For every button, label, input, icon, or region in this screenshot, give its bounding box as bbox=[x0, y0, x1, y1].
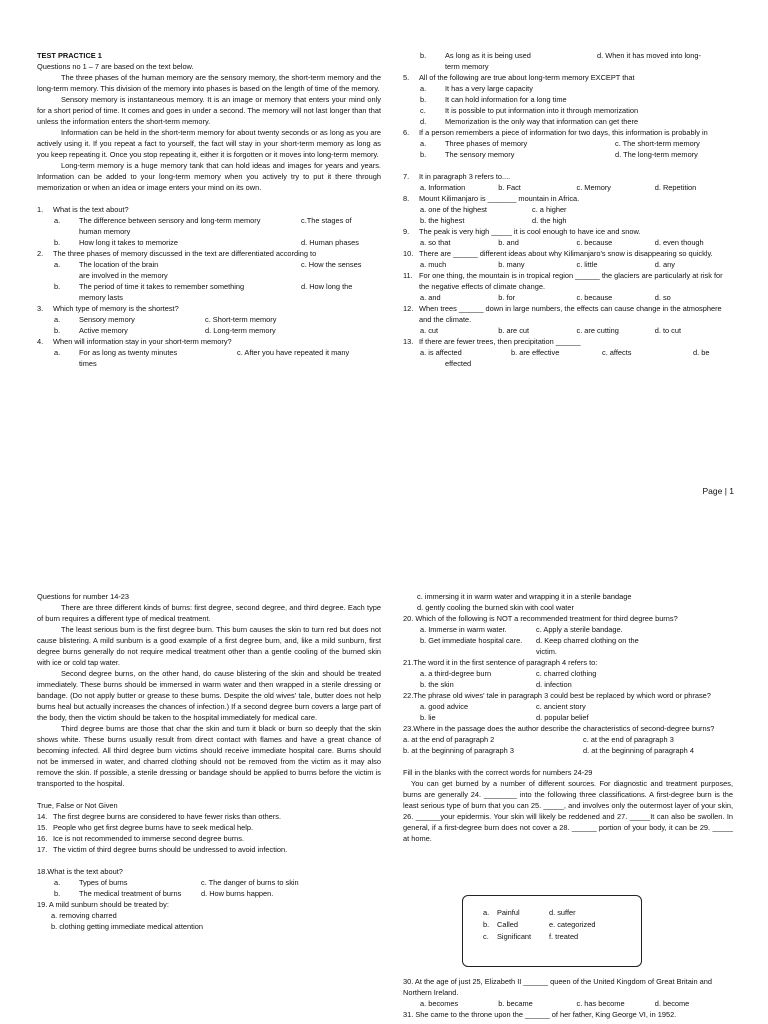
page-number: Page | 1 bbox=[702, 486, 734, 496]
option-row[interactable]: b. at the beginning of paragraph 3 d. at the beginning of paragraph 4 bbox=[403, 746, 694, 755]
option-row[interactable]: b. How long it takes to memorize d. Human phases bbox=[54, 238, 359, 247]
tf-question[interactable]: 16. Ice is not recommended to immerse second degree burns. bbox=[37, 834, 245, 843]
option-row[interactable]: b. The period of time it takes to remember something d. How long the bbox=[54, 282, 353, 291]
option-row[interactable]: b. Get immediate hospital care. d. Keep charred clothing on the bbox=[420, 636, 639, 645]
question-8: 8. Mount Kilimanjaro is _______ mountain in Africa. bbox=[403, 194, 580, 203]
option-row[interactable]: a. and b. for c. because d. so bbox=[420, 293, 671, 302]
passage-paragraph: Long-term memory is a huge memory tank that can hold ideas and images for years and years. Information can be added to your long-term memory when you actively try to put it there through memorization or when an idea or image enters your mind on its own. bbox=[37, 161, 381, 192]
question-22: 22.The phrase old wives' tale in paragraph 3 could best be replaced by which word or phrase? bbox=[403, 691, 711, 700]
fill-passage: You can get burned by a number of different sources. For diagnostic and treatment purposes, burns are generally 24. ________ into the following three classifications. A first-degree burn is the least serious type of burn that you can 25. _____, and involves only the outermost layer of your skin, 26. ______your epidermis. Your skin will likely be reddened and 27. _____It can also be swollen. In general, if a first-degree burn does not cover a 28. ______ portion of your body, it can be 29. _____ at home. bbox=[403, 779, 733, 843]
question-21: 21.The word it in the first sentence of paragraph 4 refers to: bbox=[403, 658, 598, 667]
option-row[interactable]: d. gently cooling the burned skin with cool water bbox=[417, 603, 574, 612]
passage-paragraph: Second degree burns, on the other hand, do cause blistering of the skin and should be treated immediately. These burns should be immersed in warm water and then wrapped in a sterile dressing or bandage. (Do not apply butter or grease to these burns. Despite the old wives' tale, butter does not help burns heal but actually increases the chances of infection.) If a second degree burn covers a large part of the body, then the victim should be taken to the hospital immediately for medical care. bbox=[37, 669, 381, 722]
option-row[interactable]: d. Memorization is the only way that information can get there bbox=[420, 117, 639, 126]
page1-right-column: b. As long as it is being used d. When it has moved into long- term memory 5. All of the following are true about long-term memory EXCEPT that a. It has a very large capacity b. It can hold information for a long time c. It is possible to put information into it through memorization d. Memorization is the only way that information can get there 6. If a person remembers a piece of information for two days, this information is probably in a. Three phases of memory c. The short-term memory b. The sensory memory d. The long-term memory 7. It in paragraph 3 refers to.... a. Information b. Fact c. Memory d. Repetition 8. Mount Kilimanjaro is _______ mountain in Africa. a. one of the highest c. a higher b. the highest d. the high 9. The peak is very high _____ it is cool enough to have ice and snow. a. so that b. and c. because d. even though 10. There are ______ different ideas about why Kilimanjaro's snow is disappearing so quickly. a. much b. many c. little d. any 11. For one thing, the mountain is in tropical region ______ the glaciers are particularly at risk for the negative effects of climate change. a. and b. for c. because d. so 12. When trees ______ down in large numbers, the effects can cause change in the atmosphere and the climate. a. cut b. are cut c. are cutting d. to cut 13. If there are fewer trees, then precipitation ______ a. is affected b. are effective c. affects d. be effected bbox=[403, 50, 733, 369]
question-3: 3. Which type of memory is the shortest? bbox=[37, 304, 179, 313]
option-row[interactable]: a. It has a very large capacity bbox=[420, 84, 533, 93]
option-row[interactable]: c. immersing it in warm water and wrapping it in a sterile bandage bbox=[417, 592, 632, 601]
question-30: 30. At the age of just 25, Elizabeth II ______ queen of the United Kingdom of Great Britain and Northern Ireland. bbox=[403, 977, 712, 997]
tf-question[interactable]: 17. The victim of third degree burns should be undressed to avoid infection. bbox=[37, 845, 288, 854]
question-4: 4. When will information stay in your short-term memory? bbox=[37, 337, 232, 346]
option-row[interactable]: b. It can hold information for a long time bbox=[420, 95, 567, 104]
question-7: 7. It in paragraph 3 refers to.... bbox=[403, 172, 511, 181]
passage-paragraph: The three phases of the human memory are the sensory memory, the short-term memory and the long-term memory. This division of the memory into phases is based on the length of time of the memory. bbox=[37, 73, 381, 93]
passage-paragraph: There are three different kinds of burns: first degree, second degree, and third degree. Each type of burn requires a different type of medical treatment. bbox=[37, 603, 381, 623]
test-title: TEST PRACTICE 1 bbox=[37, 51, 102, 60]
page-separator bbox=[0, 500, 768, 580]
option-row[interactable]: a. removing charred bbox=[51, 911, 117, 920]
option-row[interactable]: a. Three phases of memory c. The short-term memory bbox=[420, 139, 700, 148]
option-row[interactable]: a. much b. many c. little d. any bbox=[420, 260, 675, 269]
question-1: 1. What is the text about? bbox=[37, 205, 129, 214]
page2-right-column: c. immersing it in warm water and wrapping it in a sterile bandage d. gently cooling the burned skin with cool water 20. Which of the following is NOT a recommended treatment for third degree burns? a. Immerse in warm water. c. Apply a sterile bandage. b. Get immediate hospital care. d. Keep charred clothing on the victim. 21.The word it in the first sentence of paragraph 4 refers to: a. a third-degree burn c. charred clothing b. the skin d. infection 22.The phrase old wives' tale in paragraph 3 could best be replaced by which word or phrase? a. good advice c. ancient story b. lie d. popular belief 23.Where in the passage does the author describe the characteristics of second-degree burns? a. at the end of paragraph 2 c. at the end of paragraph 3 b. at the beginning of paragraph 3 d. at the beginning of paragraph 4 Fill in the blanks with the correct words for numbers 24-29 You can get burned by a number of different sources. For diagnostic and treatment purposes, burns are generally 24. ________ into the following three classifications. A first-degree burn is the least serious type of burn that you can 25. _____, and involves only the outermost layer of your skin, 26. ______your epidermis. Your skin will likely be reddened and 27. _____It can also be swollen. In general, if a first-degree burn does not cover a 28. ______ portion of your body, it can be 29. _____ at home. bbox=[403, 592, 733, 843]
option-row[interactable]: b. The sensory memory d. The long-term memory bbox=[420, 150, 698, 159]
question-2: 2. The three phases of memory discussed in the text are differentiated according to bbox=[37, 249, 317, 258]
word-bank-row: c. Significant f. treated bbox=[483, 932, 579, 941]
option-row[interactable]: b. the highest d. the high bbox=[420, 216, 567, 225]
passage-paragraph: The least serious burn is the first degree burn. This burn causes the skin to turn red but does not cause blistering. A mild sunburn is a good example of a first degree burn, and, like a mild sunburn, first degree burns generally do not require medical treatment other than a gentle cooling of the burned skin with ice or cold tap water. bbox=[37, 625, 381, 667]
page1-left-column: TEST PRACTICE 1 Questions no 1 – 7 are based on the text below. The three phases of the human memory are the sensory memory, the short-term memory and the long-term memory. This division of the memory into phases is based on the length of time of the memory. Sensory memory is instantaneous memory. It is an image or memory that enters your mind only for a short period of time. It comes and goes in under a second. The memory will not last longer than that unless the information enters the short-term memory. Information can be held in the short-term memory for about twenty seconds or as long as you are actively using it. If you repeat a fact to yourself, the fact will stay in your short-term memory as long as you keep repeating it. Once you stop repeating it, either it is forgotten or it moves into long-term memory. Long-term memory is a huge memory tank that can hold ideas and images for years and years. Information can be added to your long-term memory when you actively try to put it there through memorization or when an idea or image enters your mind on its own. 1. What is the text about? a. The difference between sensory and long-term memory c.The stages of human memory b. How long it takes to memorize d. Human phases 2. The three phases of memory discussed in the text are differentiated according to a. The location of the brain c. How the senses are involved in the memory b. The period of time it takes to remember something d. How long the memory lasts 3. Which type of memory is the shortest? a. Sensory memory c. Short-term memory b. Active memory d. Long-term memory 4. When will information stay in your short-term memory? a. For as long as twenty minutes c. After you have repeated it many times bbox=[37, 51, 381, 368]
option-row[interactable]: a. Information b. Fact c. Memory d. Repetition bbox=[420, 183, 697, 192]
question-11: 11. For one thing, the mountain is in tropical region ______ the glaciers are particularly at risk for the negative effects of climate change. bbox=[403, 271, 723, 291]
passage-paragraph: Information can be held in the short-term memory for about twenty seconds or as long as you are actively using it. If you repeat a fact to yourself, the fact will stay in your short-term memory as long as you keep repeating it. Once you stop repeating it, either it is forgotten or it moves into long-term memory. bbox=[37, 128, 381, 159]
question-31: 31. She came to the throne upon the ______ of her father, King George VI, in 1952. bbox=[403, 1010, 677, 1019]
option-row[interactable]: a. Types of burns c. The danger of burns to skin bbox=[54, 878, 299, 887]
word-bank-row: a. Painful d. suffer bbox=[483, 908, 576, 917]
option-row[interactable]: a. The location of the brain c. How the senses bbox=[54, 260, 362, 269]
option-row[interactable]: a. so that b. and c. because d. even though bbox=[420, 238, 704, 247]
tf-heading: True, False or Not Given bbox=[37, 801, 118, 810]
option-row[interactable]: a. good advice c. ancient story bbox=[420, 702, 586, 711]
option-row[interactable]: a. Sensory memory c. Short-term memory bbox=[54, 315, 277, 324]
option-row[interactable]: a. For as long as twenty minutes c. After you have repeated it many bbox=[54, 348, 350, 357]
option-row[interactable]: b. Active memory d. Long-term memory bbox=[54, 326, 276, 335]
passage-paragraph: Sensory memory is instantaneous memory. It is an image or memory that enters your mind only for a short period of time. It comes and goes in under a second. The memory will not last longer than that unless the information enters the short-term memory. bbox=[37, 95, 381, 126]
option-row[interactable]: a. cut b. are cut c. are cutting d. to cut bbox=[420, 326, 682, 335]
question-20: 20. Which of the following is NOT a recommended treatment for third degree burns? bbox=[403, 614, 678, 623]
question-13: 13. If there are fewer trees, then precipitation ______ bbox=[403, 337, 581, 346]
question-9: 9. The peak is very high _____ it is cool enough to have ice and snow. bbox=[403, 227, 641, 236]
word-bank-box bbox=[462, 895, 642, 967]
option-row[interactable]: a. is affected b. are effective c. affects d. be bbox=[420, 348, 710, 357]
option-row[interactable]: a. at the end of paragraph 2 c. at the end of paragraph 3 bbox=[403, 735, 674, 744]
section-heading: Questions for number 14-23 bbox=[37, 592, 130, 601]
passage-paragraph: Third degree burns are those that char the skin and turn it black or burn so deeply that the skin shows white. These burns usually result from direct contact with flames and have a great chance of becoming infected. All third degree burn victims should receive immediate hospital care. Burns should not be immersed in water, and charred clothing should not be removed from the victim as it may also remove the skin. If possible, a sterile dressing or bandage should be applied to burns before the victim is transported to the hospital. bbox=[37, 724, 381, 788]
option-row[interactable]: b. clothing getting immediate medical attention bbox=[51, 922, 204, 931]
option-row[interactable]: b. the skin d. infection bbox=[420, 680, 572, 689]
page2-left-column bbox=[37, 591, 381, 932]
question-10: 10. There are ______ different ideas about why Kilimanjaro's snow is disappearing so quickly. bbox=[403, 249, 713, 258]
option-row[interactable]: a. The difference between sensory and long-term memory c.The stages of bbox=[54, 216, 352, 225]
question-12: 12. When trees ______ down in large numbers, the effects can cause change in the atmosphere and the climate. bbox=[403, 304, 722, 324]
word-bank-row: b. Called e. categorized bbox=[483, 920, 596, 929]
fill-heading: Fill in the blanks with the correct words for numbers 24-29 bbox=[403, 768, 593, 777]
option-row[interactable]: a. a third-degree burn c. charred clothing bbox=[420, 669, 597, 678]
question-5: 5. All of the following are true about long-term memory EXCEPT that bbox=[403, 73, 635, 82]
page2-bottom-right bbox=[403, 976, 733, 1020]
option-row[interactable]: a. becomes b. became c. has become d. become bbox=[420, 999, 690, 1008]
questions-intro: Questions no 1 – 7 are based on the text below. bbox=[37, 62, 194, 71]
question-6: 6. If a person remembers a piece of information for two days, this information is probably in bbox=[403, 128, 708, 137]
question-23: 23.Where in the passage does the author describe the characteristics of second-degree burns? bbox=[403, 724, 715, 733]
option-row[interactable]: b. As long as it is being used d. When it has moved into long- bbox=[420, 51, 701, 60]
option-row[interactable]: a. Immerse in warm water. c. Apply a sterile bandage. bbox=[420, 625, 623, 634]
option-row[interactable]: a. one of the highest c. a higher bbox=[420, 205, 567, 214]
question-19: 19. A mild sunburn should be treated by: bbox=[37, 900, 169, 909]
option-row[interactable]: b. lie d. popular belief bbox=[420, 713, 589, 722]
tf-question[interactable]: 15. People who get first degree burns have to seek medical help. bbox=[37, 823, 254, 832]
option-row[interactable]: c. It is possible to put information into it through memorization bbox=[420, 106, 639, 115]
option-row[interactable]: b. The medical treatment of burns d. How burns happen. bbox=[54, 889, 274, 898]
tf-question[interactable]: 14. The first degree burns are considered to have fewer risks than others. bbox=[37, 812, 281, 821]
question-18: 18.What is the text about? bbox=[37, 867, 123, 876]
